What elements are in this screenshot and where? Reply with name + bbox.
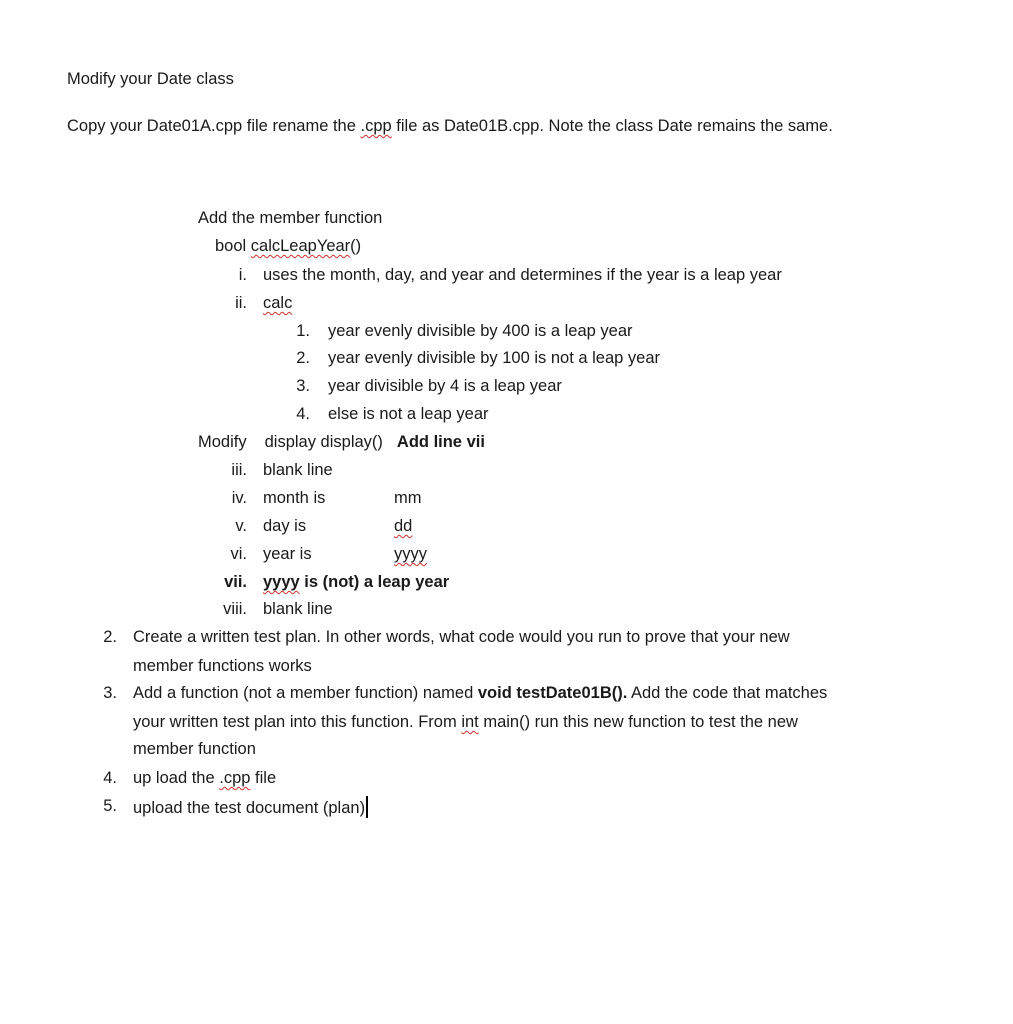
step-text bbox=[133, 712, 798, 732]
item-number: iv. bbox=[231, 489, 247, 507]
step-text-part: up load the bbox=[133, 769, 220, 787]
spelling-flag-yyyy: yyyy bbox=[263, 573, 300, 591]
list-item: uses the month, day, and year and determines if the year is a leap year bbox=[263, 266, 782, 284]
member-function-label: Add the member function bbox=[198, 209, 383, 227]
rule-item: year divisible by 4 is a leap year bbox=[328, 377, 562, 395]
spelling-flag-calcleapyear: calcLeapYear bbox=[250, 237, 351, 255]
item-number: viii. bbox=[223, 600, 247, 618]
sig-prefix: bool bbox=[215, 237, 251, 255]
step-text-part: Add a function (not a member function) named bbox=[133, 684, 478, 702]
rule-number: 1. bbox=[296, 322, 310, 340]
step-text[interactable] bbox=[133, 796, 368, 818]
item-number: vii. bbox=[224, 573, 247, 591]
item-number: v. bbox=[235, 517, 247, 535]
list-item: blank line bbox=[263, 461, 333, 479]
page-title: Modify your Date class bbox=[67, 70, 234, 88]
rule-number: 4. bbox=[296, 405, 310, 423]
modify-display-line bbox=[198, 432, 485, 452]
item-number: iii. bbox=[231, 461, 247, 479]
add-line-note: Add line vii bbox=[396, 433, 485, 451]
text-cursor bbox=[366, 796, 368, 818]
vii-rest: is (not) a leap year bbox=[299, 573, 450, 591]
display-signature: display display() bbox=[264, 433, 383, 451]
list-item-vii bbox=[263, 572, 449, 592]
step-text bbox=[133, 683, 827, 703]
list-item: calc bbox=[263, 294, 293, 312]
format-value: dd bbox=[394, 517, 413, 535]
member-function-signature bbox=[215, 236, 361, 256]
format-value: mm bbox=[394, 489, 422, 507]
list-item: month is bbox=[263, 489, 326, 507]
intro-paragraph bbox=[67, 116, 833, 136]
item-number: vi. bbox=[230, 545, 247, 563]
list-item: day is bbox=[263, 517, 307, 535]
format-value: yyyy bbox=[394, 545, 427, 563]
spelling-flag-int: int bbox=[461, 713, 479, 731]
rule-item: year evenly divisible by 400 is a leap year bbox=[328, 322, 633, 340]
step-text-part: your written test plan into this function. From bbox=[133, 713, 462, 731]
step-number: 2. bbox=[103, 628, 117, 646]
function-name-bold: void testDate01B(). bbox=[477, 684, 628, 702]
modify-label: Modify bbox=[198, 433, 247, 451]
step-text-part: main() run this new function to test the new bbox=[478, 713, 798, 731]
rule-item: else is not a leap year bbox=[328, 405, 489, 423]
step-text: Create a written test plan. In other words, what code would you run to prove that your new bbox=[133, 628, 790, 646]
step-number: 4. bbox=[103, 769, 117, 787]
intro-text-1: Copy your Date01A.cpp file rename the bbox=[67, 117, 361, 135]
step-text bbox=[133, 768, 276, 788]
step-text-part: Add the code that matches bbox=[627, 684, 828, 702]
step-text-part: upload the test document (plan) bbox=[133, 799, 366, 817]
rule-number: 2. bbox=[296, 349, 310, 367]
rule-item: year evenly divisible by 100 is not a leap year bbox=[328, 349, 661, 367]
step-text: member functions works bbox=[133, 657, 312, 675]
spelling-flag-cpp: .cpp bbox=[219, 769, 251, 787]
item-number: i. bbox=[238, 266, 247, 284]
rule-number: 3. bbox=[296, 377, 310, 395]
step-text-part: file bbox=[250, 769, 277, 787]
item-number: ii. bbox=[235, 294, 247, 312]
list-item: blank line bbox=[263, 600, 333, 618]
spelling-flag-cpp: .cpp bbox=[360, 117, 392, 135]
intro-text-2: file as Date01B.cpp. Note the class Date remains the same. bbox=[391, 117, 833, 135]
step-text: member function bbox=[133, 740, 256, 758]
step-number: 3. bbox=[103, 684, 117, 702]
step-number: 5. bbox=[103, 797, 117, 815]
list-item: year is bbox=[263, 545, 312, 563]
sig-suffix: () bbox=[350, 237, 362, 255]
